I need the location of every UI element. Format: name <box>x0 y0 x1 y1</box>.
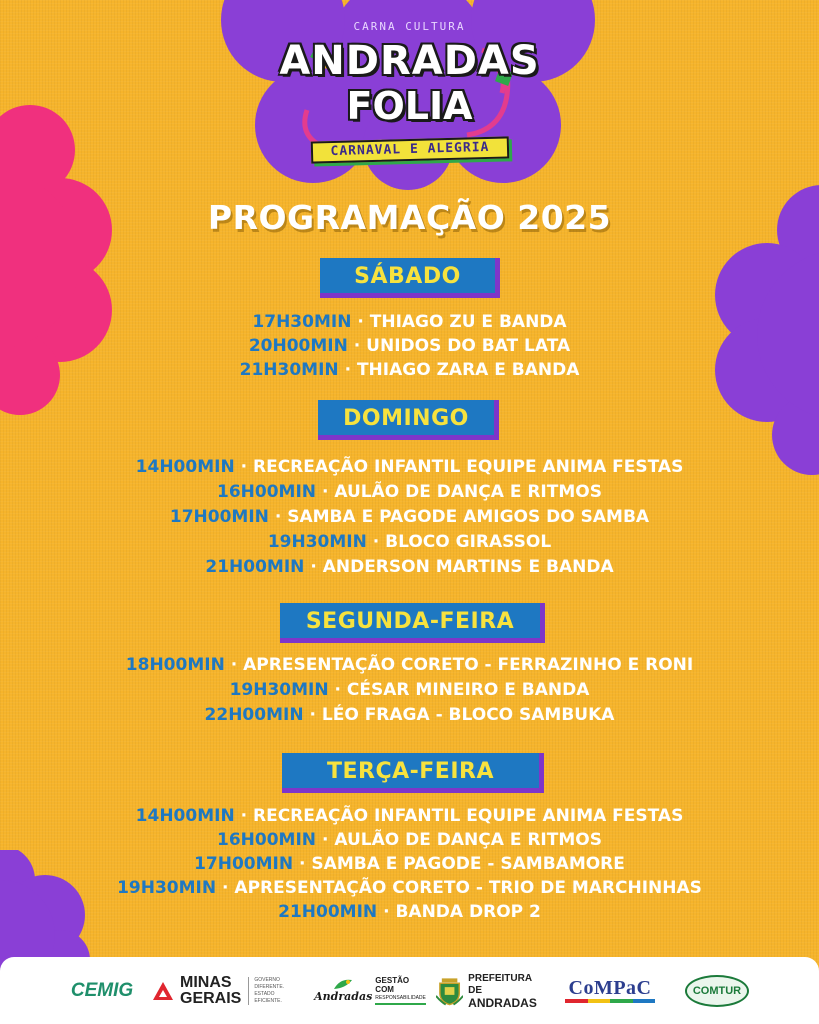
event-act: RECREAÇÃO INFANTIL EQUIPE ANIMA FESTAS <box>252 457 684 477</box>
separator: · <box>309 705 316 725</box>
schedule-line <box>0 359 819 381</box>
event-time: 17H30MIN <box>252 312 352 332</box>
sponsor-comtur-logo <box>682 957 752 1024</box>
brand-title-line1: ANDRADAS <box>279 38 540 84</box>
prefeitura-line1: PREFEITURA DE <box>468 972 532 996</box>
separator: · <box>240 806 248 826</box>
event-time: 21H00MIN <box>205 557 305 577</box>
prefeitura-line2: ANDRADAS <box>468 995 537 1010</box>
event-time: 20H00MIN <box>248 336 348 356</box>
event-act: LÉO FRAGA - BLOCO SAMBUKA <box>321 705 615 725</box>
schedule-line <box>0 506 819 528</box>
separator: · <box>321 830 329 850</box>
separator: · <box>344 360 352 380</box>
separator: · <box>321 482 329 502</box>
event-act: SAMBA E PAGODE - SAMBAMORE <box>311 854 625 874</box>
sponsor-compac-logo <box>562 957 658 1024</box>
schedule-line <box>0 679 819 701</box>
compac-color-strip <box>565 999 655 1003</box>
page-title: PROGRAMAÇÃO 2025 <box>207 198 612 237</box>
event-time: 14H00MIN <box>135 806 235 826</box>
event-time: 18H00MIN <box>125 655 225 675</box>
schedule-line <box>0 531 819 553</box>
schedule-line <box>0 335 819 357</box>
event-act: RECREAÇÃO INFANTIL EQUIPE ANIMA FESTAS <box>252 806 684 826</box>
day-badge-sunday: DOMINGO <box>318 400 499 440</box>
schedule-line <box>0 877 819 899</box>
schedule-line <box>0 654 819 676</box>
schedule-line <box>0 829 819 851</box>
minas-tag2: DIFERENTE. <box>254 983 285 990</box>
event-time: 21H00MIN <box>278 902 378 922</box>
separator: · <box>357 312 364 332</box>
separator: · <box>353 336 361 356</box>
schedule-line <box>0 805 819 827</box>
separator: · <box>334 680 341 700</box>
festival-logo <box>0 0 819 190</box>
event-act: AULÃO DE DANÇA E RITMOS <box>334 482 602 502</box>
event-act: THIAGO ZU E BANDA <box>369 312 567 332</box>
sponsor-footer <box>0 957 819 1024</box>
event-time: 22H00MIN <box>204 705 304 725</box>
minas-tag1: GOVERNO <box>254 976 280 983</box>
event-time: 17H00MIN <box>194 854 294 874</box>
event-time: 14H00MIN <box>135 457 235 477</box>
separator: · <box>372 532 380 552</box>
brand-title-line2: FOLIA <box>346 84 473 128</box>
minas-tag3: ESTADO <box>254 990 275 997</box>
event-act: THIAGO ZARA E BANDA <box>356 360 580 380</box>
schedule-line <box>0 456 819 478</box>
andradas-script: Andradas <box>314 990 373 1003</box>
separator: · <box>310 557 317 577</box>
minas-tag4: EFICIENTE. <box>254 997 282 1004</box>
event-time: 19H30MIN <box>229 680 329 700</box>
separator: · <box>299 854 306 874</box>
brand-tagline: CARNAVAL E ALEGRIA <box>311 136 510 163</box>
separator: · <box>383 902 390 922</box>
schedule-line <box>0 704 819 726</box>
sponsor-cemig-logo <box>62 957 142 1024</box>
day-badge-saturday: SÁBADO <box>320 258 500 298</box>
cemig-wordmark: CEMIG <box>70 979 134 1001</box>
sponsor-gestao-andradas-logo <box>314 957 426 1024</box>
sponsor-prefeitura-logo <box>436 957 546 1024</box>
event-act: AULÃO DE DANÇA E RITMOS <box>334 830 602 850</box>
schedule-line <box>0 481 819 503</box>
separator: · <box>222 878 229 898</box>
coat-of-arms-icon <box>436 976 463 1006</box>
event-time: 19H30MIN <box>117 878 217 898</box>
event-act: SAMBA E PAGODE AMIGOS DO SAMBA <box>287 507 650 527</box>
minas-line2: GERAIS <box>180 989 242 1007</box>
gestao-line1: GESTÃO COM <box>375 976 410 994</box>
leaf-icon <box>332 978 354 990</box>
event-act: APRESENTAÇÃO CORETO - TRIO DE MARCHINHAS <box>234 878 702 898</box>
comtur-wordmark: COMTUR <box>692 984 742 997</box>
event-time: 21H30MIN <box>239 360 339 380</box>
brand-kicker: CARNA CULTURA <box>353 20 466 33</box>
event-act: BLOCO GIRASSOL <box>385 532 552 552</box>
day-badge-monday: SEGUNDA-FEIRA <box>280 603 545 643</box>
minas-line1: MINAS <box>180 973 232 991</box>
event-time: 16H00MIN <box>217 482 317 502</box>
event-act: BANDA DROP 2 <box>395 902 541 922</box>
separator: · <box>230 655 238 675</box>
event-time: 16H00MIN <box>217 830 317 850</box>
event-act: CÉSAR MINEIRO E BANDA <box>346 680 590 700</box>
schedule-line <box>0 556 819 578</box>
schedule-line <box>0 311 819 333</box>
separator: · <box>240 457 248 477</box>
gestao-line2: RESPONSABILIDADE <box>375 995 426 1001</box>
schedule-line <box>0 901 819 923</box>
sponsor-minas-gerais-logo <box>152 957 302 1024</box>
triangle-icon <box>152 981 174 1001</box>
compac-wordmark: CoMPaC <box>568 977 652 999</box>
separator: · <box>274 507 282 527</box>
event-time: 19H30MIN <box>267 532 367 552</box>
event-time: 17H00MIN <box>169 507 269 527</box>
schedule-line <box>0 853 819 875</box>
event-act: ANDERSON MARTINS E BANDA <box>322 557 614 577</box>
event-act: APRESENTAÇÃO CORETO - FERRAZINHO E RONI <box>243 655 694 675</box>
day-badge-tuesday: TERÇA-FEIRA <box>282 753 544 793</box>
event-act: UNIDOS DO BAT LATA <box>366 336 571 356</box>
